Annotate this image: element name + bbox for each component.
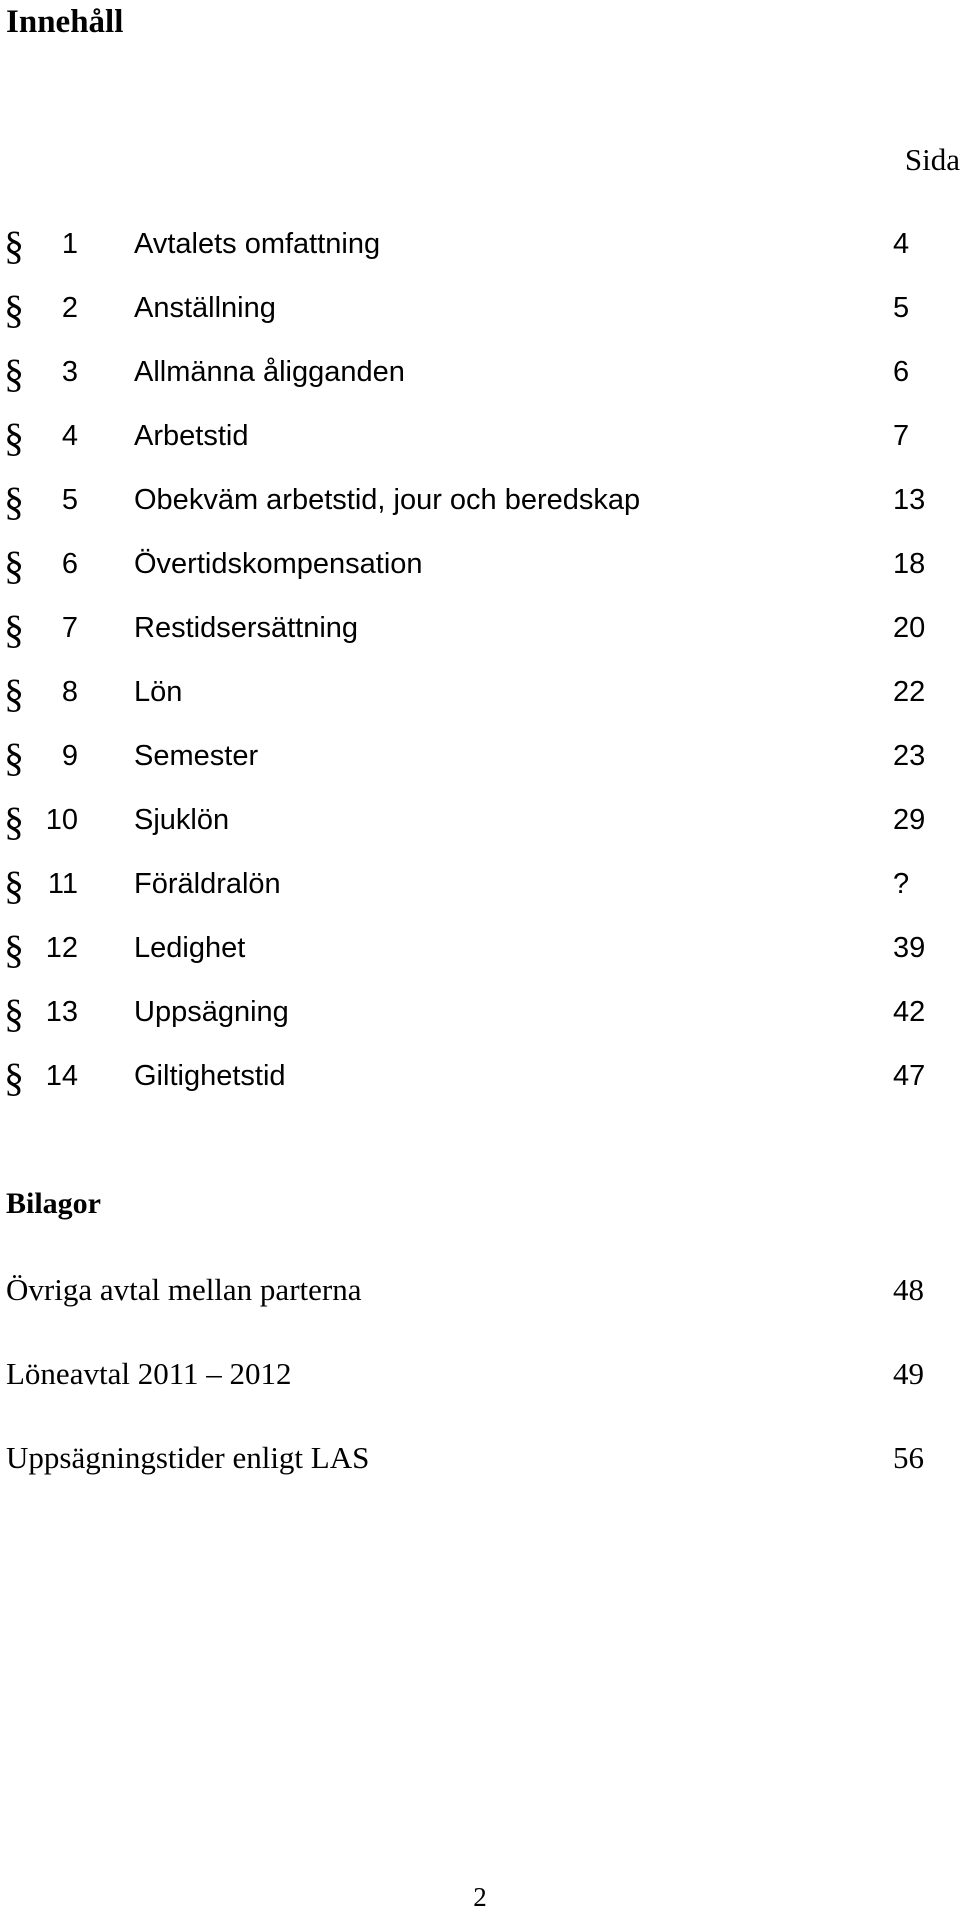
appendix-row[interactable] [0,1352,960,1436]
section-number: 14 [45,1060,78,1092]
section-title: Arbetstid [134,420,249,452]
section-title: Övertidskompensation [134,548,423,580]
section-symbol: § [4,991,24,1036]
section-number: 8 [61,676,78,708]
section-title: Lön [134,676,183,708]
section-number: 1 [61,228,78,260]
section-title: Allmänna åligganden [134,356,405,388]
section-symbol: § [4,287,24,332]
appendix-page: 49 [893,1356,924,1391]
section-number: 6 [61,548,78,580]
section-symbol: § [4,735,24,780]
appendix-title: Löneavtal 2011 – 2012 [6,1356,292,1391]
toc-row[interactable] [0,414,960,478]
section-page: 7 [893,420,910,452]
section-symbol: § [4,607,24,652]
section-title: Avtalets omfattning [134,228,381,260]
section-symbol: § [4,863,24,908]
section-title: Föräldralön [134,868,281,900]
footer-page-number: 2 [473,1882,487,1912]
section-title: Anställning [134,292,276,324]
section-number: 12 [45,932,78,964]
section-title: Giltighetstid [134,1060,286,1092]
section-title: Obekväm arbetstid, jour och beredskap [134,484,641,516]
page-title: Innehåll [6,4,124,40]
section-symbol: § [4,927,24,972]
section-page: 13 [893,484,926,516]
section-page: 42 [893,996,926,1028]
section-page: 47 [893,1060,926,1092]
section-page: 39 [893,932,926,964]
toc-row[interactable] [0,926,960,990]
appendix-title: Övriga avtal mellan parterna [6,1272,362,1307]
section-page: 29 [893,804,926,836]
appendix-title: Uppsägningstider enligt LAS [6,1440,370,1475]
appendix-row[interactable] [0,1268,960,1352]
toc-row[interactable] [0,862,960,926]
table-of-contents [0,222,960,1118]
appendix-list [0,1268,960,1520]
appendix-page: 48 [893,1272,924,1307]
section-page: 18 [893,548,926,580]
toc-row[interactable] [0,542,960,606]
toc-row[interactable] [0,990,960,1054]
section-number: 7 [61,612,78,644]
toc-row[interactable] [0,1054,960,1118]
section-symbol: § [4,1055,24,1100]
section-page: 23 [893,740,926,772]
section-page: 6 [893,356,910,388]
section-symbol: § [4,671,24,716]
toc-row[interactable] [0,798,960,862]
section-page: 4 [893,228,910,260]
toc-row[interactable] [0,222,960,286]
section-title: Sjuklön [134,804,230,836]
section-title: Restidsersättning [134,612,359,644]
section-title: Semester [134,740,259,772]
section-symbol: § [4,415,24,460]
section-symbol: § [4,479,24,524]
appendix-page: 56 [893,1440,924,1475]
section-symbol: § [4,351,24,396]
section-title: Uppsägning [134,996,289,1028]
section-number: 2 [61,292,78,324]
section-number: 5 [61,484,78,516]
section-number: 4 [61,420,78,452]
section-title: Ledighet [134,932,246,964]
toc-row[interactable] [0,286,960,350]
page-column-label: Sida [904,142,960,177]
section-symbol: § [4,223,24,268]
section-page: ? [893,868,910,900]
toc-row[interactable] [0,606,960,670]
section-number: 13 [45,996,78,1028]
section-number: 11 [47,868,78,900]
toc-row[interactable] [0,734,960,798]
section-page: 5 [893,292,910,324]
toc-row[interactable] [0,478,960,542]
section-page: 22 [893,676,926,708]
section-number: 9 [61,740,78,772]
section-symbol: § [4,799,24,844]
appendix-row[interactable] [0,1436,960,1520]
toc-row[interactable] [0,350,960,414]
appendix-heading: Bilagor [6,1187,101,1220]
section-number: 10 [45,804,78,836]
section-symbol: § [4,543,24,588]
section-page: 20 [893,612,926,644]
toc-row[interactable] [0,670,960,734]
section-number: 3 [61,356,78,388]
